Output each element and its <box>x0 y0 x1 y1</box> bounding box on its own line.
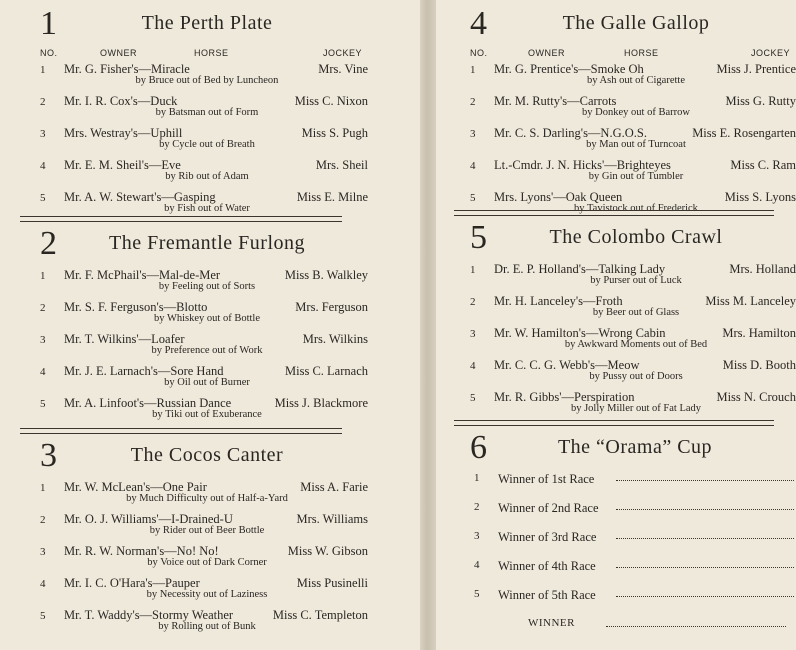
entry-jockey: Miss C. Ram <box>730 158 796 172</box>
column-owner: OWNER <box>100 48 137 58</box>
entry-owner-horse: Mr. C. C. G. Webb's—Meow <box>494 358 640 372</box>
cup-line-label: Winner of 2nd Race <box>498 501 599 515</box>
entry-breeding: by Rolling out of Bunk <box>158 621 256 632</box>
entry-number: 4 <box>40 366 46 378</box>
race-entry <box>470 158 796 190</box>
dotted-leader <box>616 508 794 510</box>
race-entry <box>40 332 368 364</box>
entry-owner-horse: Mr. E. M. Sheil's—Eve <box>64 158 181 172</box>
race-title: The Perth Plate <box>141 12 273 34</box>
dotted-leader <box>616 479 794 481</box>
entry-number: 1 <box>470 64 476 76</box>
race-section-3 <box>40 437 368 640</box>
entry-owner-horse: Mr. M. Rutty's—Carrots <box>494 94 617 108</box>
race-title: The “Orama” Cup <box>557 436 713 458</box>
entry-jockey: Miss G. Rutty <box>725 94 796 108</box>
entry-breeding: by Rib out of Adam <box>165 171 249 182</box>
entry-jockey: Miss D. Booth <box>722 358 796 372</box>
column-horse: HORSE <box>624 48 659 58</box>
column-no: NO. <box>40 48 58 58</box>
cup-line <box>476 588 794 617</box>
entry-breeding: by Tiki out of Exuberance <box>152 409 262 420</box>
race-header <box>470 219 796 262</box>
entry-owner-horse: Mr. W. McLean's—One Pair <box>64 480 207 494</box>
race-entry <box>40 608 368 640</box>
entry-breeding: by Necessity out of Laziness <box>146 589 268 600</box>
race-number: 2 <box>40 225 57 262</box>
cup-line-number: 2 <box>474 501 480 513</box>
entry-owner-horse: Mr. A. W. Stewart's—Gasping <box>64 190 216 204</box>
entry-owner-horse: Mr. S. F. Ferguson's—Blotto <box>64 300 208 314</box>
race-number: 4 <box>470 5 487 42</box>
entry-number: 5 <box>40 398 46 410</box>
entry-number: 3 <box>40 128 46 140</box>
entry-jockey: Miss J. Blackmore <box>274 396 368 410</box>
race-section-1 <box>40 5 368 222</box>
entry-breeding: by Cycle out of Breath <box>159 139 255 150</box>
race-entry <box>40 364 368 396</box>
entry-jockey: Mrs. Ferguson <box>295 300 368 314</box>
entry-owner-horse: Mr. J. E. Larnach's—Sore Hand <box>64 364 224 378</box>
cup-line <box>476 559 794 588</box>
race-header <box>470 5 796 48</box>
race-entry <box>470 62 796 94</box>
cup-line-label: Winner of 4th Race <box>498 559 596 573</box>
entry-number: 3 <box>470 328 476 340</box>
column-owner: OWNER <box>528 48 565 58</box>
cup-line-number: 4 <box>474 559 480 571</box>
entry-number: 5 <box>470 192 476 204</box>
entry-breeding: by Fish out of Water <box>164 203 250 214</box>
entry-number: 2 <box>470 296 476 308</box>
entry-number: 4 <box>40 578 46 590</box>
entry-jockey: Miss A. Farie <box>300 480 368 494</box>
race-entry <box>40 126 368 158</box>
entry-owner-horse: Mrs. Lyons'—Oak Queen <box>494 190 623 204</box>
cup-line-number: 3 <box>474 530 480 542</box>
column-jockey: JOCKEY <box>322 48 362 58</box>
cup-line-label: Winner of 1st Race <box>498 472 595 486</box>
race-entry <box>470 358 796 390</box>
entry-jockey: Miss C. Larnach <box>285 364 368 378</box>
entry-breeding: by Voice out of Dark Corner <box>147 557 267 568</box>
race-section-2 <box>40 225 368 428</box>
race-entry <box>40 158 368 190</box>
entry-jockey: Mrs. Hamilton <box>722 326 796 340</box>
dotted-leader <box>616 566 794 568</box>
entry-owner-horse: Lt.-Cmdr. J. N. Hicks'—Brighteyes <box>494 158 671 172</box>
entry-number: 5 <box>40 192 46 204</box>
entry-number: 4 <box>470 360 476 372</box>
entry-jockey: Miss S. Lyons <box>724 190 796 204</box>
right-page <box>436 0 796 650</box>
entry-number: 5 <box>470 392 476 404</box>
entry-jockey: Miss C. Templeton <box>272 608 368 622</box>
entry-number: 1 <box>470 264 476 276</box>
entry-owner-horse: Mr. W. Hamilton's—Wrong Cabin <box>494 326 666 340</box>
entry-owner-horse: Mr. A. Linfoot's—Russian Dance <box>64 396 232 410</box>
entry-breeding: by Ash out of Cigarette <box>587 75 685 86</box>
race-section-4 <box>470 5 796 222</box>
race-number: 5 <box>470 219 487 256</box>
entry-jockey: Mrs. Sheil <box>315 158 368 172</box>
race-header <box>470 429 794 472</box>
page-gutter <box>420 0 436 650</box>
entry-breeding: by Gin out of Tumbler <box>588 171 684 182</box>
section-divider <box>454 420 774 426</box>
entry-breeding: by Oil out of Burner <box>164 377 250 388</box>
entry-jockey: Mrs. Holland <box>729 262 796 276</box>
entry-jockey: Miss C. Nixon <box>294 94 368 108</box>
entry-breeding: by Feeling out of Sorts <box>158 281 256 292</box>
race-entry <box>470 326 796 358</box>
entry-number: 2 <box>40 514 46 526</box>
race-entry <box>40 396 368 428</box>
entry-breeding: by Purser out of Luck <box>590 275 682 286</box>
entry-owner-horse: Mr. O. J. Williams'—I-Drained-U <box>64 512 233 526</box>
race-section-6 <box>470 429 794 637</box>
entry-breeding: by Pussy out of Doors <box>589 371 683 382</box>
entry-breeding: by Whiskey out of Bottle <box>154 313 260 324</box>
race-entry <box>40 544 368 576</box>
race-header <box>40 437 368 480</box>
entry-owner-horse: Mr. F. McPhail's—Mal-de-Mer <box>64 268 221 282</box>
race-title: The Colombo Crawl <box>549 226 723 248</box>
entry-jockey: Miss S. Pugh <box>301 126 368 140</box>
race-entry <box>40 480 368 512</box>
race-entry <box>40 300 368 332</box>
race-header <box>40 5 368 48</box>
entry-breeding: by Bruce out of Bed by Luncheon <box>135 75 279 86</box>
entry-owner-horse: Mr. R. W. Norman's—No! No! <box>64 544 219 558</box>
entry-number: 1 <box>40 270 46 282</box>
race-section-5 <box>470 219 796 422</box>
race-entry <box>470 190 796 222</box>
entry-number: 3 <box>40 334 46 346</box>
winner-label: WINNER <box>528 617 575 629</box>
entry-number: 3 <box>470 128 476 140</box>
race-number: 6 <box>470 429 487 466</box>
cup-line-number: 5 <box>474 588 480 600</box>
column-headers <box>40 48 368 62</box>
entry-owner-horse: Mr. I. R. Cox's—Duck <box>64 94 178 108</box>
entry-breeding: by Jolly Miller out of Fat Lady <box>570 403 702 414</box>
entry-owner-horse: Dr. E. P. Holland's—Talking Lady <box>494 262 666 276</box>
column-no: NO. <box>470 48 488 58</box>
winner-line <box>476 617 794 637</box>
dotted-leader <box>616 537 794 539</box>
race-title: The Cocos Canter <box>130 444 284 466</box>
entry-number: 2 <box>40 302 46 314</box>
race-entry <box>470 294 796 326</box>
entry-breeding: by Awkward Moments out of Bed <box>564 339 708 350</box>
race-entry <box>40 512 368 544</box>
entry-owner-horse: Mr. R. Gibbs'—Perspiration <box>494 390 635 404</box>
entry-owner-horse: Mr. T. Waddy's—Stormy Weather <box>64 608 234 622</box>
race-entry <box>470 94 796 126</box>
entry-breeding: by Much Difficulty out of Half-a-Yard <box>126 493 288 504</box>
race-entry <box>40 62 368 94</box>
entry-jockey: Miss J. Prentice <box>716 62 796 76</box>
entry-owner-horse: Mr. G. Fisher's—Miracle <box>64 62 190 76</box>
cup-line-label: Winner of 3rd Race <box>498 530 597 544</box>
entry-jockey: Miss N. Crouch <box>716 390 796 404</box>
race-header <box>40 225 368 268</box>
dotted-leader <box>606 625 786 627</box>
entry-jockey: Mrs. Wilkins <box>302 332 368 346</box>
section-divider <box>20 216 342 222</box>
entry-breeding: by Donkey out of Barrow <box>582 107 690 118</box>
race-entry <box>470 126 796 158</box>
section-divider <box>20 428 342 434</box>
entry-breeding: by Batsman out of Form <box>155 107 259 118</box>
entry-jockey: Mrs. Williams <box>296 512 368 526</box>
entry-jockey: Mrs. Vine <box>318 62 368 76</box>
entry-owner-horse: Mr. T. Wilkins'—Loafer <box>64 332 185 346</box>
cup-line-number: 1 <box>474 472 480 484</box>
entry-number: 3 <box>40 546 46 558</box>
race-title: The Galle Gallop <box>562 12 710 34</box>
entry-jockey: Miss E. Rosengarten <box>692 126 796 140</box>
entry-number: 4 <box>40 160 46 172</box>
column-jockey: JOCKEY <box>750 48 790 58</box>
race-title: The Fremantle Furlong <box>108 232 306 254</box>
column-horse: HORSE <box>194 48 229 58</box>
entry-owner-horse: Mr. I. C. O'Hara's—Pauper <box>64 576 200 590</box>
entry-number: 5 <box>40 610 46 622</box>
column-headers <box>470 48 796 62</box>
entry-jockey: Miss E. Milne <box>296 190 368 204</box>
entry-jockey: Miss M. Lanceley <box>705 294 796 308</box>
entry-breeding: by Preference out of Work <box>151 345 263 356</box>
cup-line <box>476 530 794 559</box>
entry-jockey: Miss Pusinelli <box>296 576 368 590</box>
race-entry <box>40 268 368 300</box>
entry-number: 2 <box>470 96 476 108</box>
cup-line <box>476 472 794 501</box>
race-entry <box>470 262 796 294</box>
dotted-leader <box>616 595 794 597</box>
entry-owner-horse: Mr. H. Lanceley's—Froth <box>494 294 623 308</box>
section-divider <box>454 210 774 216</box>
entry-owner-horse: Mr. C. S. Darling's—N.G.O.S. <box>494 126 647 140</box>
entry-breeding: by Man out of Turncoat <box>586 139 686 150</box>
race-entry <box>470 390 796 422</box>
entry-number: 2 <box>40 96 46 108</box>
entry-owner-horse: Mrs. Westray's—Uphill <box>64 126 183 140</box>
entry-number: 1 <box>40 482 46 494</box>
race-number: 3 <box>40 437 57 474</box>
entry-number: 1 <box>40 64 46 76</box>
entry-jockey: Miss W. Gibson <box>287 544 368 558</box>
entry-breeding: by Tavistock out of Frederick <box>574 203 698 214</box>
cup-line-label: Winner of 5th Race <box>498 588 596 602</box>
entry-jockey: Miss B. Walkley <box>284 268 368 282</box>
entry-number: 4 <box>470 160 476 172</box>
entry-owner-horse: Mr. G. Prentice's—Smoke Oh <box>494 62 644 76</box>
race-entry <box>40 94 368 126</box>
race-entry <box>40 576 368 608</box>
entry-breeding: by Rider out of Beer Bottle <box>149 525 265 536</box>
race-number: 1 <box>40 5 57 42</box>
entry-breeding: by Beer out of Glass <box>592 307 680 318</box>
cup-line <box>476 501 794 530</box>
